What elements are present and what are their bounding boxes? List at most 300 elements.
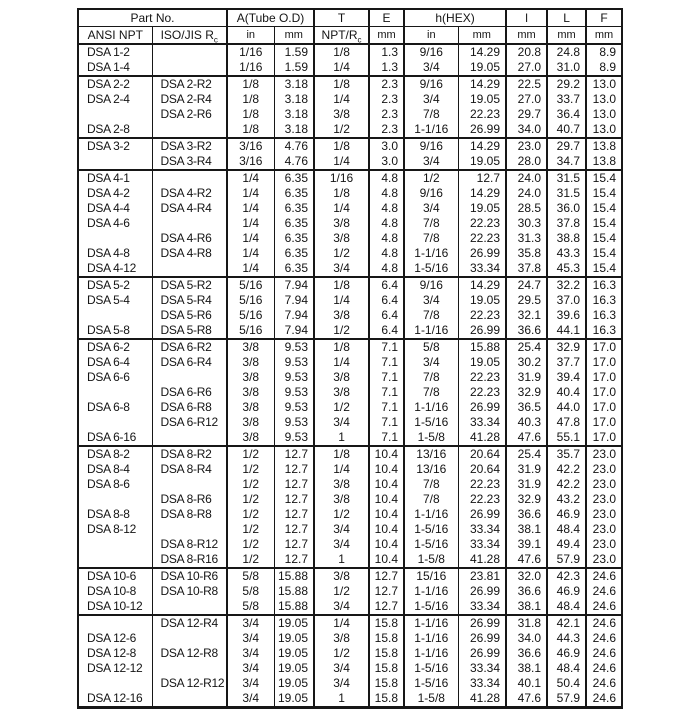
cell-a_in: 1/4 <box>227 201 274 216</box>
cell-e_mm: 7.1 <box>369 430 404 446</box>
cell-ansi_npt: DSA 8-12 <box>87 522 136 536</box>
cell-a_mm: 9.53 <box>274 400 314 415</box>
cell-ansi_npt: DSA 6-6 <box>87 370 130 384</box>
cell-h_mm: 26.99 <box>458 507 506 522</box>
cell-e_mm: 15.8 <box>369 691 404 708</box>
cell-a_mm: 7.94 <box>274 323 314 339</box>
cell-h_in: 7/8 <box>404 107 458 122</box>
cell-iso_jis_rc: DSA 3-R2 <box>152 138 227 154</box>
cell-L_mm: 35.7 <box>547 446 586 462</box>
cell-ansi_npt: DSA 8-2 <box>87 447 130 461</box>
cell-f_mm: 13.8 <box>586 154 622 170</box>
cell-h_mm: 14.29 <box>458 76 506 92</box>
cell-h_mm: 19.05 <box>458 60 506 76</box>
cell-a_in: 3/4 <box>227 661 274 676</box>
cell-a_in: 1/8 <box>227 92 274 107</box>
cell-h_in: 1-1/16 <box>404 400 458 415</box>
cell-h_mm: 22.23 <box>458 385 506 400</box>
cell-t_npt_rc: 1/4 <box>314 60 369 76</box>
cell-h_mm: 26.99 <box>458 646 506 661</box>
cell-a_mm: 19.05 <box>274 631 314 646</box>
cell-l_mm: 24.0 <box>506 170 547 186</box>
cell-iso_jis_rc: DSA 2-R2 <box>152 76 227 92</box>
cell-a_mm: 9.53 <box>274 415 314 430</box>
cell-h_in: 9/16 <box>404 186 458 201</box>
cell-e_mm: 1.3 <box>369 60 404 76</box>
cell-t_npt_rc: 3/4 <box>314 415 369 430</box>
cell-e_mm: 7.1 <box>369 339 404 355</box>
cell-h_in: 1-5/16 <box>404 676 458 691</box>
cell-h_mm: 41.28 <box>458 430 506 446</box>
cell-L_mm: 33.7 <box>547 92 586 107</box>
cell-l_mm: 29.5 <box>506 293 547 308</box>
cell-iso_jis_rc: DSA 10-R8 <box>152 584 227 599</box>
cell-h_in: 7/8 <box>404 385 458 400</box>
cell-iso_jis_rc: DSA 4-R2 <box>152 186 227 201</box>
table-row <box>78 293 622 308</box>
cell-l_mm: 23.0 <box>506 138 547 154</box>
cell-ansi_npt: DSA 4-4 <box>87 201 130 215</box>
cell-iso_jis_rc <box>152 691 227 708</box>
cell-L_mm: 47.8 <box>547 415 586 430</box>
cell-h_mm: 19.05 <box>458 92 506 107</box>
cell-ansi_npt: DSA 10-8 <box>87 584 136 598</box>
table-section <box>78 446 622 568</box>
cell-a_in: 1/4 <box>227 231 274 246</box>
cell-iso_jis_rc: DSA 5-R6 <box>152 308 227 323</box>
header-e: E <box>369 9 404 27</box>
cell-l_mm: 31.9 <box>506 370 547 385</box>
cell-L_mm: 38.8 <box>547 231 586 246</box>
cell-f_mm: 24.6 <box>586 584 622 599</box>
header-t: T <box>314 9 369 27</box>
header-ansi-npt: ANSI NPT <box>78 27 152 45</box>
cell-ansi_npt: DSA 10-12 <box>87 599 143 613</box>
cell-e_mm: 4.8 <box>369 246 404 261</box>
cell-ansi_npt: DSA 12-12 <box>87 661 143 675</box>
table-row <box>78 631 622 646</box>
cell-iso_jis_rc: DSA 5-R2 <box>152 277 227 293</box>
cell-l_mm: 31.8 <box>506 615 547 631</box>
cell-h_in: 15/16 <box>404 568 458 584</box>
header-f-mm-unit: mm <box>586 27 622 45</box>
cell-L_mm: 48.4 <box>547 661 586 676</box>
cell-L_mm: 43.2 <box>547 492 586 507</box>
cell-a_in: 1/8 <box>227 122 274 138</box>
cell-ansi_npt: DSA 8-6 <box>87 477 130 491</box>
cell-e_mm: 10.4 <box>369 477 404 492</box>
cell-h_mm: 41.28 <box>458 691 506 708</box>
cell-h_mm: 14.29 <box>458 138 506 154</box>
table-section <box>78 44 622 76</box>
cell-f_mm: 23.0 <box>586 522 622 537</box>
iso-jis-label: ISO/JIS R <box>160 28 214 42</box>
cell-t_npt_rc: 3/8 <box>314 370 369 385</box>
cell-e_mm: 7.1 <box>369 385 404 400</box>
cell-f_mm: 15.4 <box>586 186 622 201</box>
cell-e_mm: 2.3 <box>369 122 404 138</box>
cell-a_mm: 12.7 <box>274 552 314 568</box>
cell-e_mm: 10.4 <box>369 522 404 537</box>
cell-l_mm: 40.3 <box>506 415 547 430</box>
cell-e_mm: 15.8 <box>369 631 404 646</box>
cell-f_mm: 24.6 <box>586 599 622 615</box>
cell-a_mm: 9.53 <box>274 385 314 400</box>
header-a-mm-unit: mm <box>274 27 314 45</box>
cell-ansi_npt <box>78 537 152 552</box>
cell-h_mm: 26.99 <box>458 615 506 631</box>
cell-ansi_npt: DSA 4-8 <box>87 246 130 260</box>
cell-L_mm: 32.2 <box>547 277 586 293</box>
header-row-units <box>78 27 622 45</box>
cell-t_npt_rc: 1/8 <box>314 339 369 355</box>
cell-e_mm: 10.4 <box>369 507 404 522</box>
cell-t_npt_rc: 3/8 <box>314 492 369 507</box>
cell-f_mm: 23.0 <box>586 552 622 568</box>
cell-h_mm: 41.28 <box>458 552 506 568</box>
cell-e_mm: 4.8 <box>369 186 404 201</box>
cell-t_npt_rc: 1/8 <box>314 76 369 92</box>
cell-a_mm: 6.35 <box>274 216 314 231</box>
cell-a_mm: 6.35 <box>274 231 314 246</box>
cell-a_in: 3/8 <box>227 339 274 355</box>
cell-f_mm: 23.0 <box>586 462 622 477</box>
cell-iso_jis_rc: DSA 4-R8 <box>152 246 227 261</box>
cell-e_mm: 10.4 <box>369 462 404 477</box>
cell-iso_jis_rc: DSA 6-R2 <box>152 339 227 355</box>
table-row <box>78 415 622 430</box>
cell-a_mm: 9.53 <box>274 355 314 370</box>
cell-l_mm: 38.1 <box>506 661 547 676</box>
cell-ansi_npt: DSA 5-2 <box>87 278 130 292</box>
cell-h_mm: 26.99 <box>458 246 506 261</box>
table-row <box>78 355 622 370</box>
cell-ansi_npt: DSA 4-6 <box>87 216 130 230</box>
cell-f_mm: 23.0 <box>586 446 622 462</box>
cell-l_mm: 34.0 <box>506 631 547 646</box>
cell-ansi_npt <box>78 231 152 246</box>
cell-e_mm: 2.3 <box>369 107 404 122</box>
cell-f_mm: 15.4 <box>586 261 622 277</box>
cell-l_mm: 36.5 <box>506 400 547 415</box>
cell-ansi_npt: DSA 6-16 <box>87 430 136 444</box>
table-header <box>78 9 622 44</box>
cell-a_in: 3/4 <box>227 631 274 646</box>
table-row <box>78 60 622 76</box>
cell-ansi_npt: DSA 4-2 <box>87 186 130 200</box>
cell-iso_jis_rc: DSA 12-R4 <box>152 615 227 631</box>
cell-e_mm: 7.1 <box>369 355 404 370</box>
cell-a_mm: 15.88 <box>274 568 314 584</box>
cell-a_mm: 12.7 <box>274 522 314 537</box>
table-row <box>78 676 622 691</box>
cell-L_mm: 40.4 <box>547 385 586 400</box>
cell-L_mm: 37.0 <box>547 293 586 308</box>
cell-a_in: 1/4 <box>227 170 274 186</box>
cell-l_mm: 30.2 <box>506 355 547 370</box>
table-row <box>78 154 622 170</box>
iso-jis-subscript: c <box>213 35 218 44</box>
cell-h_mm: 26.99 <box>458 400 506 415</box>
cell-ansi_npt: DSA 1-2 <box>87 45 130 59</box>
header-e-mm-unit: mm <box>369 27 404 45</box>
cell-h_in: 3/4 <box>404 154 458 170</box>
cell-l_mm: 27.0 <box>506 60 547 76</box>
cell-a_mm: 6.35 <box>274 261 314 277</box>
cell-L_mm: 44.1 <box>547 323 586 339</box>
cell-h_in: 1-5/16 <box>404 522 458 537</box>
cell-t_npt_rc: 3/8 <box>314 568 369 584</box>
cell-h_in: 3/4 <box>404 355 458 370</box>
cell-h_mm: 22.23 <box>458 216 506 231</box>
cell-l_mm: 32.9 <box>506 492 547 507</box>
cell-a_in: 1/8 <box>227 76 274 92</box>
cell-ansi_npt: DSA 12-6 <box>87 631 136 645</box>
table-row <box>78 430 622 446</box>
header-l-large-mm-unit: mm <box>547 27 586 45</box>
cell-h_mm: 22.23 <box>458 107 506 122</box>
cell-a_in: 1/2 <box>227 522 274 537</box>
cell-e_mm: 2.3 <box>369 76 404 92</box>
cell-f_mm: 15.4 <box>586 201 622 216</box>
header-a-tube-od: A(Tube O.D) <box>227 9 314 27</box>
cell-ansi_npt: DSA 12-8 <box>87 646 136 660</box>
cell-ansi_npt: DSA 6-2 <box>87 340 130 354</box>
cell-L_mm: 48.4 <box>547 522 586 537</box>
cell-a_in: 3/4 <box>227 615 274 631</box>
cell-a_mm: 9.53 <box>274 339 314 355</box>
cell-a_mm: 3.18 <box>274 122 314 138</box>
cell-t_npt_rc: 1/4 <box>314 355 369 370</box>
npt-rc-subscript: c <box>357 35 362 44</box>
table-row <box>78 186 622 201</box>
cell-h_in: 1-1/16 <box>404 615 458 631</box>
cell-ansi_npt <box>78 385 152 400</box>
cell-h_mm: 14.29 <box>458 44 506 60</box>
cell-t_npt_rc: 1/8 <box>314 277 369 293</box>
cell-h_mm: 22.23 <box>458 308 506 323</box>
cell-t_npt_rc: 1/4 <box>314 92 369 107</box>
cell-h_mm: 33.34 <box>458 261 506 277</box>
header-h-hex: h(HEX) <box>404 9 506 27</box>
cell-f_mm: 17.0 <box>586 400 622 415</box>
cell-t_npt_rc: 3/4 <box>314 599 369 615</box>
header-l-small-mm-unit: mm <box>506 27 547 45</box>
cell-iso_jis_rc <box>152 477 227 492</box>
cell-t_npt_rc: 1/4 <box>314 293 369 308</box>
cell-a_in: 1/16 <box>227 60 274 76</box>
cell-h_mm: 19.05 <box>458 154 506 170</box>
cell-h_in: 9/16 <box>404 138 458 154</box>
cell-a_mm: 1.59 <box>274 60 314 76</box>
cell-e_mm: 7.1 <box>369 415 404 430</box>
cell-iso_jis_rc <box>152 370 227 385</box>
cell-L_mm: 55.1 <box>547 430 586 446</box>
cell-l_mm: 25.4 <box>506 446 547 462</box>
cell-h_in: 13/16 <box>404 462 458 477</box>
cell-l_mm: 28.0 <box>506 154 547 170</box>
cell-l_mm: 38.1 <box>506 522 547 537</box>
cell-a_mm: 19.05 <box>274 646 314 661</box>
cell-h_mm: 22.23 <box>458 370 506 385</box>
cell-l_mm: 24.0 <box>506 186 547 201</box>
cell-L_mm: 37.8 <box>547 216 586 231</box>
cell-t_npt_rc: 1/8 <box>314 186 369 201</box>
cell-l_mm: 36.6 <box>506 507 547 522</box>
table-row <box>78 507 622 522</box>
cell-a_mm: 4.76 <box>274 154 314 170</box>
cell-a_mm: 3.18 <box>274 92 314 107</box>
cell-iso_jis_rc: DSA 4-R4 <box>152 201 227 216</box>
cell-h_in: 7/8 <box>404 231 458 246</box>
cell-L_mm: 32.9 <box>547 339 586 355</box>
cell-h_mm: 19.05 <box>458 201 506 216</box>
cell-f_mm: 15.4 <box>586 170 622 186</box>
cell-h_in: 1-1/16 <box>404 122 458 138</box>
cell-h_in: 3/4 <box>404 60 458 76</box>
cell-a_in: 5/8 <box>227 599 274 615</box>
table-row <box>78 216 622 231</box>
table-row <box>78 138 622 154</box>
cell-h_mm: 14.29 <box>458 186 506 201</box>
table-row <box>78 584 622 599</box>
cell-L_mm: 46.9 <box>547 646 586 661</box>
cell-a_in: 1/2 <box>227 537 274 552</box>
cell-a_in: 1/16 <box>227 44 274 60</box>
cell-a_mm: 12.7 <box>274 446 314 462</box>
cell-e_mm: 3.0 <box>369 138 404 154</box>
cell-a_mm: 6.35 <box>274 246 314 261</box>
table-row <box>78 537 622 552</box>
cell-h_mm: 23.81 <box>458 568 506 584</box>
cell-l_mm: 30.3 <box>506 216 547 231</box>
cell-l_mm: 34.0 <box>506 122 547 138</box>
table-row <box>78 385 622 400</box>
cell-L_mm: 42.3 <box>547 568 586 584</box>
cell-h_in: 1/2 <box>404 170 458 186</box>
cell-h_in: 3/4 <box>404 201 458 216</box>
table-section <box>78 568 622 615</box>
cell-t_npt_rc: 3/8 <box>314 308 369 323</box>
cell-e_mm: 4.8 <box>369 231 404 246</box>
cell-a_in: 5/16 <box>227 277 274 293</box>
cell-ansi_npt: DSA 1-4 <box>87 60 130 74</box>
cell-h_in: 1-5/8 <box>404 430 458 446</box>
cell-f_mm: 15.4 <box>586 246 622 261</box>
cell-L_mm: 46.9 <box>547 584 586 599</box>
header-f: F <box>586 9 622 27</box>
cell-iso_jis_rc <box>152 661 227 676</box>
table-row <box>78 661 622 676</box>
cell-h_in: 1-5/16 <box>404 537 458 552</box>
cell-h_in: 1-5/16 <box>404 599 458 615</box>
cell-a_in: 3/8 <box>227 415 274 430</box>
cell-a_mm: 12.7 <box>274 462 314 477</box>
cell-f_mm: 15.4 <box>586 216 622 231</box>
cell-L_mm: 31.5 <box>547 186 586 201</box>
cell-h_mm: 33.34 <box>458 415 506 430</box>
table-row <box>78 122 622 138</box>
cell-e_mm: 12.7 <box>369 584 404 599</box>
cell-iso_jis_rc: DSA 8-R4 <box>152 462 227 477</box>
cell-l_mm: 37.8 <box>506 261 547 277</box>
cell-L_mm: 36.0 <box>547 201 586 216</box>
table-row <box>78 477 622 492</box>
table-row <box>78 568 622 584</box>
table-section <box>78 615 622 708</box>
cell-f_mm: 24.6 <box>586 661 622 676</box>
cell-l_mm: 47.6 <box>506 430 547 446</box>
header-l-large: L <box>547 9 586 27</box>
cell-e_mm: 10.4 <box>369 492 404 507</box>
cell-h_in: 9/16 <box>404 44 458 60</box>
cell-l_mm: 35.8 <box>506 246 547 261</box>
cell-f_mm: 23.0 <box>586 492 622 507</box>
cell-iso_jis_rc <box>152 261 227 277</box>
cell-ansi_npt: DSA 4-1 <box>87 171 130 185</box>
cell-e_mm: 15.8 <box>369 676 404 691</box>
cell-a_in: 3/4 <box>227 691 274 708</box>
cell-h_in: 1-5/16 <box>404 661 458 676</box>
cell-a_in: 5/16 <box>227 293 274 308</box>
table-row <box>78 400 622 415</box>
cell-a_in: 5/8 <box>227 584 274 599</box>
cell-t_npt_rc: 3/4 <box>314 537 369 552</box>
cell-h_mm: 14.29 <box>458 277 506 293</box>
cell-L_mm: 37.7 <box>547 355 586 370</box>
cell-l_mm: 31.3 <box>506 231 547 246</box>
cell-e_mm: 7.1 <box>369 400 404 415</box>
cell-f_mm: 17.0 <box>586 370 622 385</box>
table-row <box>78 599 622 615</box>
cell-ansi_npt: DSA 2-4 <box>87 92 130 106</box>
cell-a_mm: 9.53 <box>274 430 314 446</box>
cell-h_in: 1-5/16 <box>404 261 458 277</box>
cell-a_in: 1/2 <box>227 492 274 507</box>
table-row <box>78 552 622 568</box>
cell-f_mm: 13.0 <box>586 122 622 138</box>
table-row <box>78 492 622 507</box>
cell-iso_jis_rc <box>152 631 227 646</box>
cell-L_mm: 39.6 <box>547 308 586 323</box>
cell-h_mm: 33.34 <box>458 676 506 691</box>
cell-a_in: 3/4 <box>227 676 274 691</box>
cell-L_mm: 50.4 <box>547 676 586 691</box>
cell-t_npt_rc: 3/4 <box>314 522 369 537</box>
cell-t_npt_rc: 3/4 <box>314 661 369 676</box>
cell-h_in: 1-1/16 <box>404 246 458 261</box>
cell-e_mm: 10.4 <box>369 552 404 568</box>
cell-l_mm: 47.6 <box>506 691 547 708</box>
cell-t_npt_rc: 3/8 <box>314 107 369 122</box>
cell-f_mm: 17.0 <box>586 339 622 355</box>
table-section <box>78 138 622 170</box>
cell-L_mm: 46.9 <box>547 507 586 522</box>
table-row <box>78 107 622 122</box>
cell-a_mm: 3.18 <box>274 107 314 122</box>
cell-h_in: 7/8 <box>404 216 458 231</box>
cell-a_in: 1/2 <box>227 552 274 568</box>
cell-ansi_npt <box>78 415 152 430</box>
cell-iso_jis_rc: DSA 3-R4 <box>152 154 227 170</box>
cell-e_mm: 15.8 <box>369 646 404 661</box>
cell-iso_jis_rc <box>152 60 227 76</box>
cell-f_mm: 13.0 <box>586 76 622 92</box>
cell-iso_jis_rc: DSA 12-R8 <box>152 646 227 661</box>
table-row <box>78 44 622 60</box>
cell-h_mm: 26.99 <box>458 584 506 599</box>
cell-e_mm: 6.4 <box>369 308 404 323</box>
